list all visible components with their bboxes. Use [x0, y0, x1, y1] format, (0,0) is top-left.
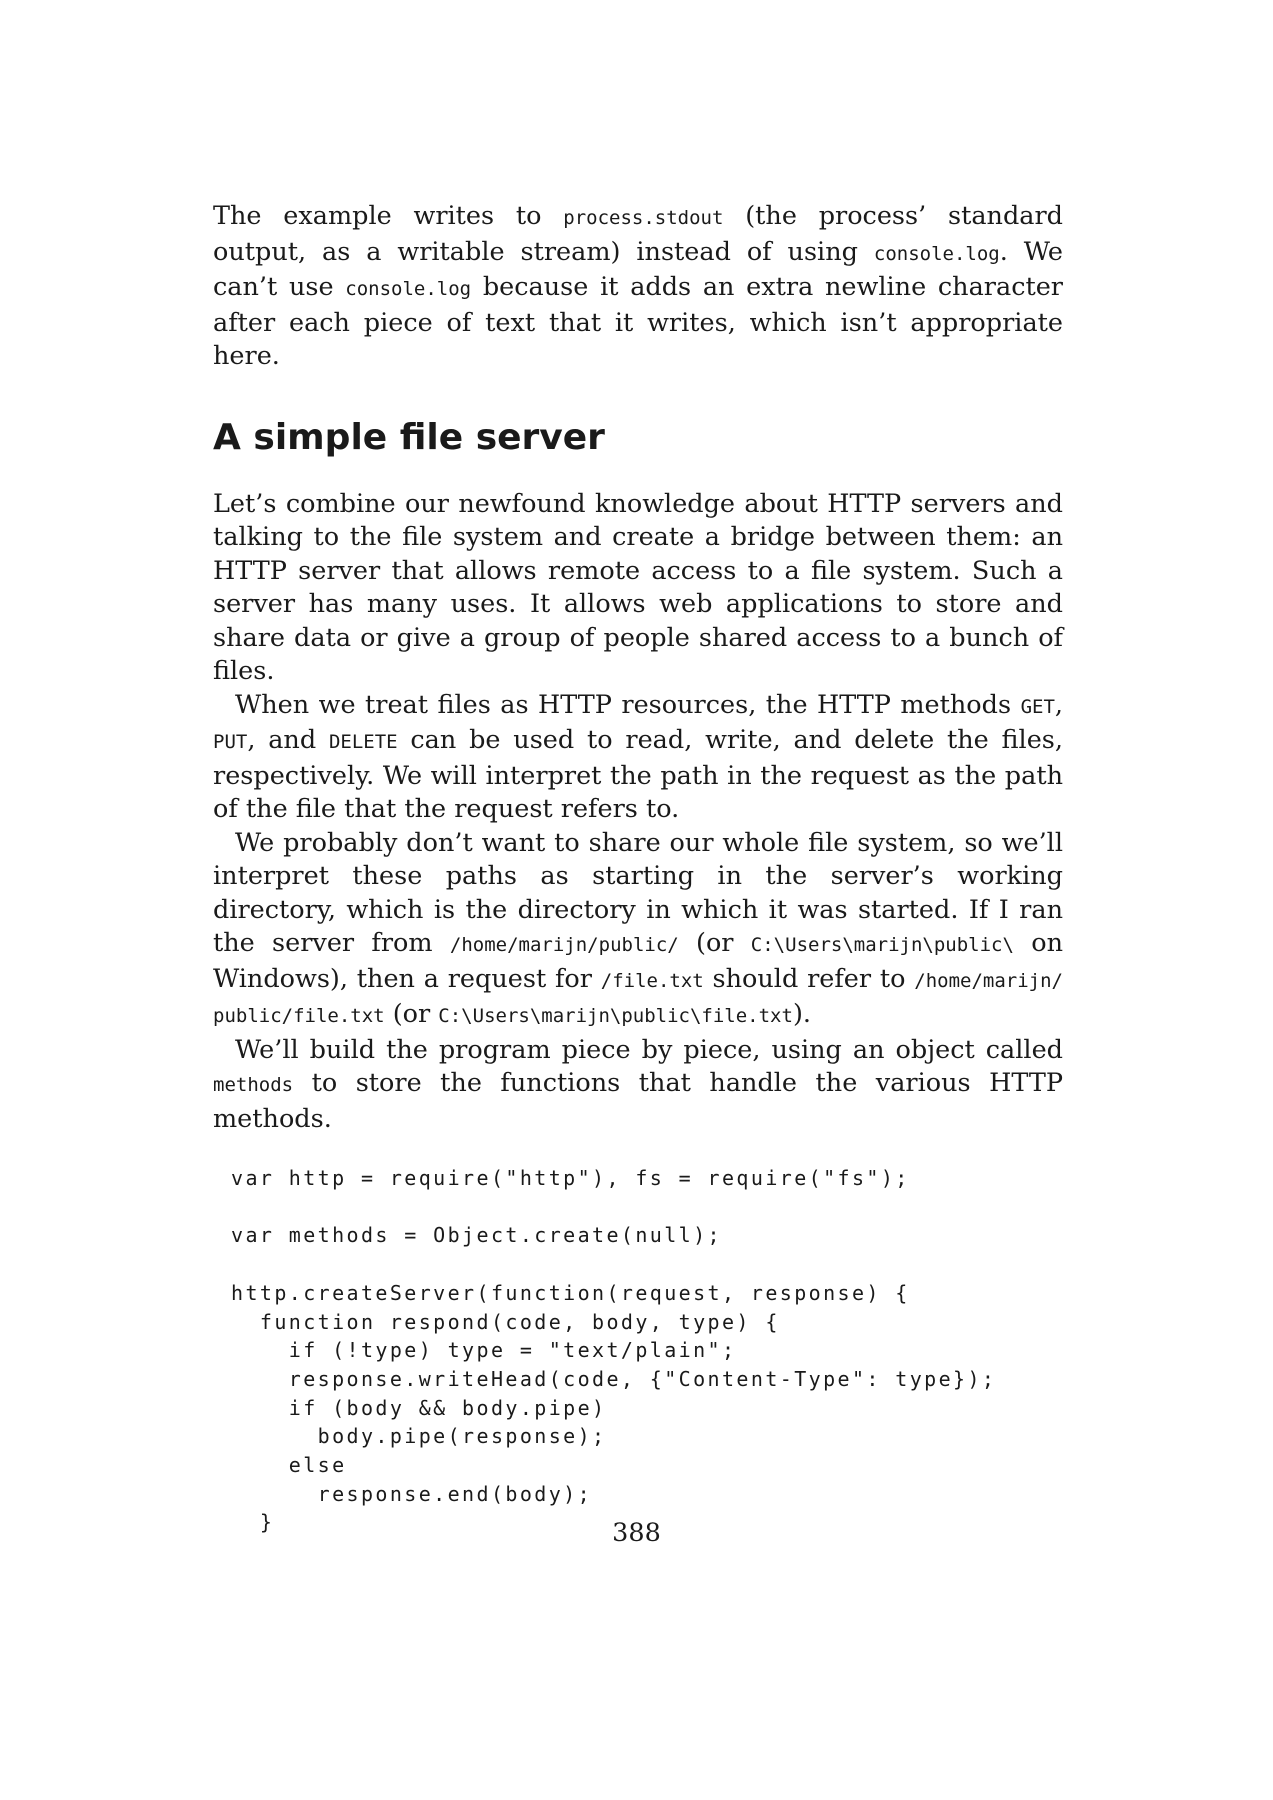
inline-code-console-log-2: console.log [345, 278, 472, 300]
para3-text-3: on Windows), then a request for [213, 928, 1063, 994]
code-listing: var http = require("http"), fs = require("fs"); var methods = Object.create(null); http.createServer(function(request, response) { function respond(code, body, type) { if (!type) type = "text/plain"; response.writeHead(code, {"Content-Type": type}); if (body && body.pipe) body.pipe(response); else response.end(body); } [231, 1166, 997, 1535]
para2-text-3: , and [247, 725, 329, 755]
inline-code-get: GET [1020, 695, 1055, 718]
para3-text-5: (or [384, 999, 439, 1029]
inline-code-file-txt: /file.txt [600, 969, 704, 992]
inline-code-delete: DELETE [328, 731, 398, 753]
section-heading: A simple file server [213, 416, 605, 458]
paragraph-2 [213, 689, 1063, 827]
inline-code-console-log: console.log [873, 242, 1000, 265]
page-content [213, 200, 1063, 1537]
inline-code-home-path: /home/marijn/public/ [449, 934, 679, 956]
para3-text-4: should refer to [703, 963, 915, 994]
inline-code-windows-path: C:\Users\marijn\public\ [750, 934, 1014, 956]
intro-paragraph [213, 200, 1063, 374]
paragraph-1: Let’s combine our newfound knowledge about HTTP servers and talking to the file system and create a bridge between them: an HTTP server that allows remote access to a file system. Such a server has many uses. It allows web applications to store and share data or give a group of people shared access to a bunch of files. [213, 488, 1063, 686]
inline-code-methods: methods [213, 1074, 294, 1096]
paragraph-4 [213, 1034, 1063, 1137]
para4-text-2: to store the functions that handle the various HTTP methods. [213, 1068, 1063, 1134]
para2-text-1: When we treat files as HTTP resources, the HTTP methods [235, 689, 1021, 720]
intro-text-2: (the process’ standard output, as a writable stream) instead of using [213, 201, 1063, 267]
para2-text-2: , [1054, 689, 1063, 720]
page-number: 388 [612, 1518, 661, 1548]
inline-code-full-path: /home/marijn/public/file.txt [213, 969, 1063, 1027]
para2-text-4: can be used to read, write, and delete the files, respectively. We will interpret the path in the request as the path of the file that the request refers to. [213, 725, 1063, 824]
para3-text-6: ). [792, 999, 811, 1029]
inline-code-put: PUT [213, 731, 248, 753]
paragraph-3 [213, 827, 1063, 1034]
inline-code-process-stdout: process.stdout [563, 207, 724, 229]
intro-text-1: The example writes to [213, 201, 564, 231]
intro-text-4: because it adds an extra newline character after each piece of text that it writes, which isn’t appropriate here. [213, 272, 1063, 371]
para3-text-1: We probably don’t want to share our whole file system, so we’ll interpret these paths as starting in the server’s working directory, which is the directory in which it was started. If I ran the server from [213, 827, 1063, 958]
para4-text-1: We’ll build the program piece by piece, using an object called [235, 1034, 1063, 1065]
para3-text-2: (or [678, 928, 751, 958]
inline-code-windows-full-path: C:\Users\marijn\public\file.txt [438, 1005, 793, 1027]
intro-text-3: . We can’t use [213, 236, 1063, 302]
